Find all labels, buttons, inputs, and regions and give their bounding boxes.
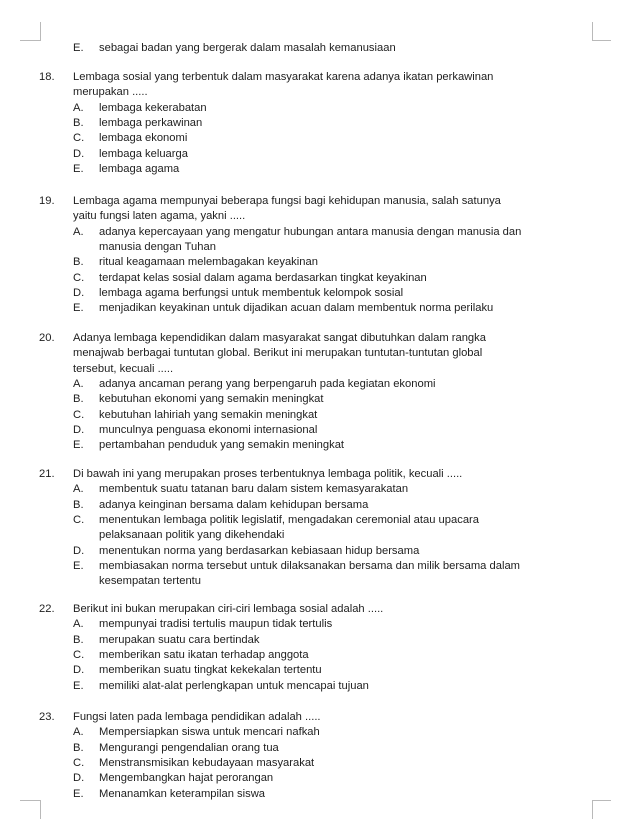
option-letter: E. bbox=[73, 787, 84, 800]
option-text: ritual keagamaan melembagakan keyakinan bbox=[99, 256, 318, 269]
option-text: merupakan suatu cara bertindak bbox=[99, 633, 260, 646]
option-text: adanya keinginan bersama dalam kehidupan bersama bbox=[99, 498, 369, 511]
option-text: kebutuhan lahiriah yang semakin meningkat bbox=[99, 408, 318, 421]
option-letter: A. bbox=[73, 377, 84, 390]
option-text: adanya kepercayaan yang mengatur hubungan antara manusia dengan manusia dan bbox=[99, 225, 522, 238]
question-number: 20. bbox=[39, 332, 55, 344]
option-text: lembaga ekonomi bbox=[99, 132, 188, 145]
question-number: 19. bbox=[39, 195, 55, 207]
option-text: memberikan suatu tingkat kekekalan tertentu bbox=[99, 664, 322, 677]
option-text: pertambahan penduduk yang semakin meningkat bbox=[99, 439, 345, 452]
question-text: Lembaga sosial yang terbentuk dalam masyarakat karena adanya ikatan perkawinan bbox=[73, 71, 494, 83]
option-text: Mengembangkan hajat perorangan bbox=[99, 772, 274, 785]
option-letter: C. bbox=[73, 132, 85, 145]
option-text: mempunyai tradisi tertulis maupun tidak tertulis bbox=[99, 618, 333, 631]
question-text: menajwab berbagai tuntutan global. Berikut ini merupakan tuntutan-tuntutan global bbox=[73, 347, 483, 360]
option-letter: D. bbox=[73, 423, 85, 436]
option-text: lembaga kekerabatan bbox=[99, 101, 207, 114]
option-text: manusia dengan Tuhan bbox=[99, 240, 216, 253]
option-letter: B. bbox=[73, 393, 84, 406]
option-letter: D. bbox=[73, 286, 85, 299]
question-text: Fungsi laten pada lembaga pendidikan adalah ..... bbox=[73, 711, 321, 723]
option-text: menentukan norma yang berdasarkan kebiasaan hidup bersama bbox=[99, 544, 420, 557]
question-text: Berikut ini bukan merupakan ciri-ciri lembaga sosial adalah ..... bbox=[73, 603, 384, 615]
option-letter: A. bbox=[73, 101, 84, 114]
option-letter: C. bbox=[73, 408, 85, 421]
option-letter: E. bbox=[73, 559, 84, 572]
option-text: Menanamkan keterampilan siswa bbox=[99, 787, 266, 800]
option-text: menentukan lembaga politik legislatif, mengadakan ceremonial atau upacara bbox=[99, 513, 479, 526]
option-letter: A. bbox=[73, 726, 84, 739]
option-letter: B. bbox=[73, 633, 84, 646]
option-text: membiasakan norma tersebut untuk dilaksanakan bersama dan milik bersama dalam bbox=[99, 559, 520, 572]
option-letter: D. bbox=[73, 544, 85, 557]
crop-mark-top-right bbox=[592, 22, 611, 41]
option-letter: B. bbox=[73, 741, 84, 754]
option-letter: A. bbox=[73, 483, 84, 496]
question-number: 22. bbox=[39, 603, 55, 615]
option-text: pelaksanaan politik yang dikehendaki bbox=[99, 529, 285, 542]
crop-mark-bottom-right bbox=[592, 800, 611, 819]
option-text: membentuk suatu tatanan baru dalam sistem kemasyarakatan bbox=[99, 483, 409, 496]
option-text: lembaga perkawinan bbox=[99, 116, 203, 129]
option-text: munculnya penguasa ekonomi internasional bbox=[99, 423, 318, 436]
option-text: terdapat kelas sosial dalam agama berdasarkan tingkat keyakinan bbox=[99, 271, 427, 284]
top-option-letter: E. bbox=[73, 42, 84, 54]
question-text: Di bawah ini yang merupakan proses terbentuknya lembaga politik, kecuali ..... bbox=[73, 468, 463, 480]
option-text: Menstransmisikan kebudayaan masyarakat bbox=[99, 756, 315, 769]
option-text: lembaga keluarga bbox=[99, 147, 188, 160]
option-letter: C. bbox=[73, 271, 85, 284]
question-text: Lembaga agama mempunyai beberapa fungsi bagi kehidupan manusia, salah satunya bbox=[73, 195, 501, 207]
question-number: 21. bbox=[39, 468, 55, 480]
option-letter: E. bbox=[73, 439, 84, 452]
option-text: adanya ancaman perang yang berpengaruh pada kegiatan ekonomi bbox=[99, 377, 436, 390]
option-letter: C. bbox=[73, 648, 85, 661]
option-text: Mempersiapkan siswa untuk mencari nafkah bbox=[99, 726, 320, 739]
option-letter: B. bbox=[73, 256, 84, 269]
option-text: memiliki alat-alat perlengkapan untuk mencapai tujuan bbox=[99, 679, 369, 692]
question-number: 23. bbox=[39, 711, 55, 723]
option-letter: E. bbox=[73, 679, 84, 692]
option-text: memberikan satu ikatan terhadap anggota bbox=[99, 648, 309, 661]
question-text: tersebut, kecuali ..... bbox=[73, 362, 174, 375]
option-text: kesempatan tertentu bbox=[99, 575, 201, 588]
option-letter: E. bbox=[73, 162, 84, 175]
option-text: lembaga agama bbox=[99, 162, 180, 175]
option-text: menjadikan keyakinan untuk dijadikan acuan dalam membentuk norma perilaku bbox=[99, 302, 494, 315]
option-letter: A. bbox=[73, 225, 84, 238]
option-text: lembaga agama berfungsi untuk membentuk kelompok sosial bbox=[99, 286, 404, 299]
question-text: merupakan ..... bbox=[73, 86, 148, 99]
question-number: 18. bbox=[39, 71, 55, 83]
option-letter: C. bbox=[73, 756, 85, 769]
option-letter: A. bbox=[73, 618, 84, 631]
option-letter: D. bbox=[73, 664, 85, 677]
option-letter: D. bbox=[73, 147, 85, 160]
option-letter: D. bbox=[73, 772, 85, 785]
option-text: Mengurangi pengendalian orang tua bbox=[99, 741, 279, 754]
question-text: Adanya lembaga kependidikan dalam masyarakat sangat dibutuhkan dalam rangka bbox=[73, 332, 486, 344]
question-text: yaitu fungsi laten agama, yakni ..... bbox=[73, 210, 246, 223]
crop-mark-bottom-left bbox=[20, 800, 41, 819]
option-letter: E. bbox=[73, 302, 84, 315]
option-letter: B. bbox=[73, 116, 84, 129]
crop-mark-top-left bbox=[20, 22, 41, 41]
option-text: kebutuhan ekonomi yang semakin meningkat bbox=[99, 393, 324, 406]
top-option-text: sebagai badan yang bergerak dalam masalah kemanusiaan bbox=[99, 42, 396, 54]
option-letter: B. bbox=[73, 498, 84, 511]
option-letter: C. bbox=[73, 513, 85, 526]
